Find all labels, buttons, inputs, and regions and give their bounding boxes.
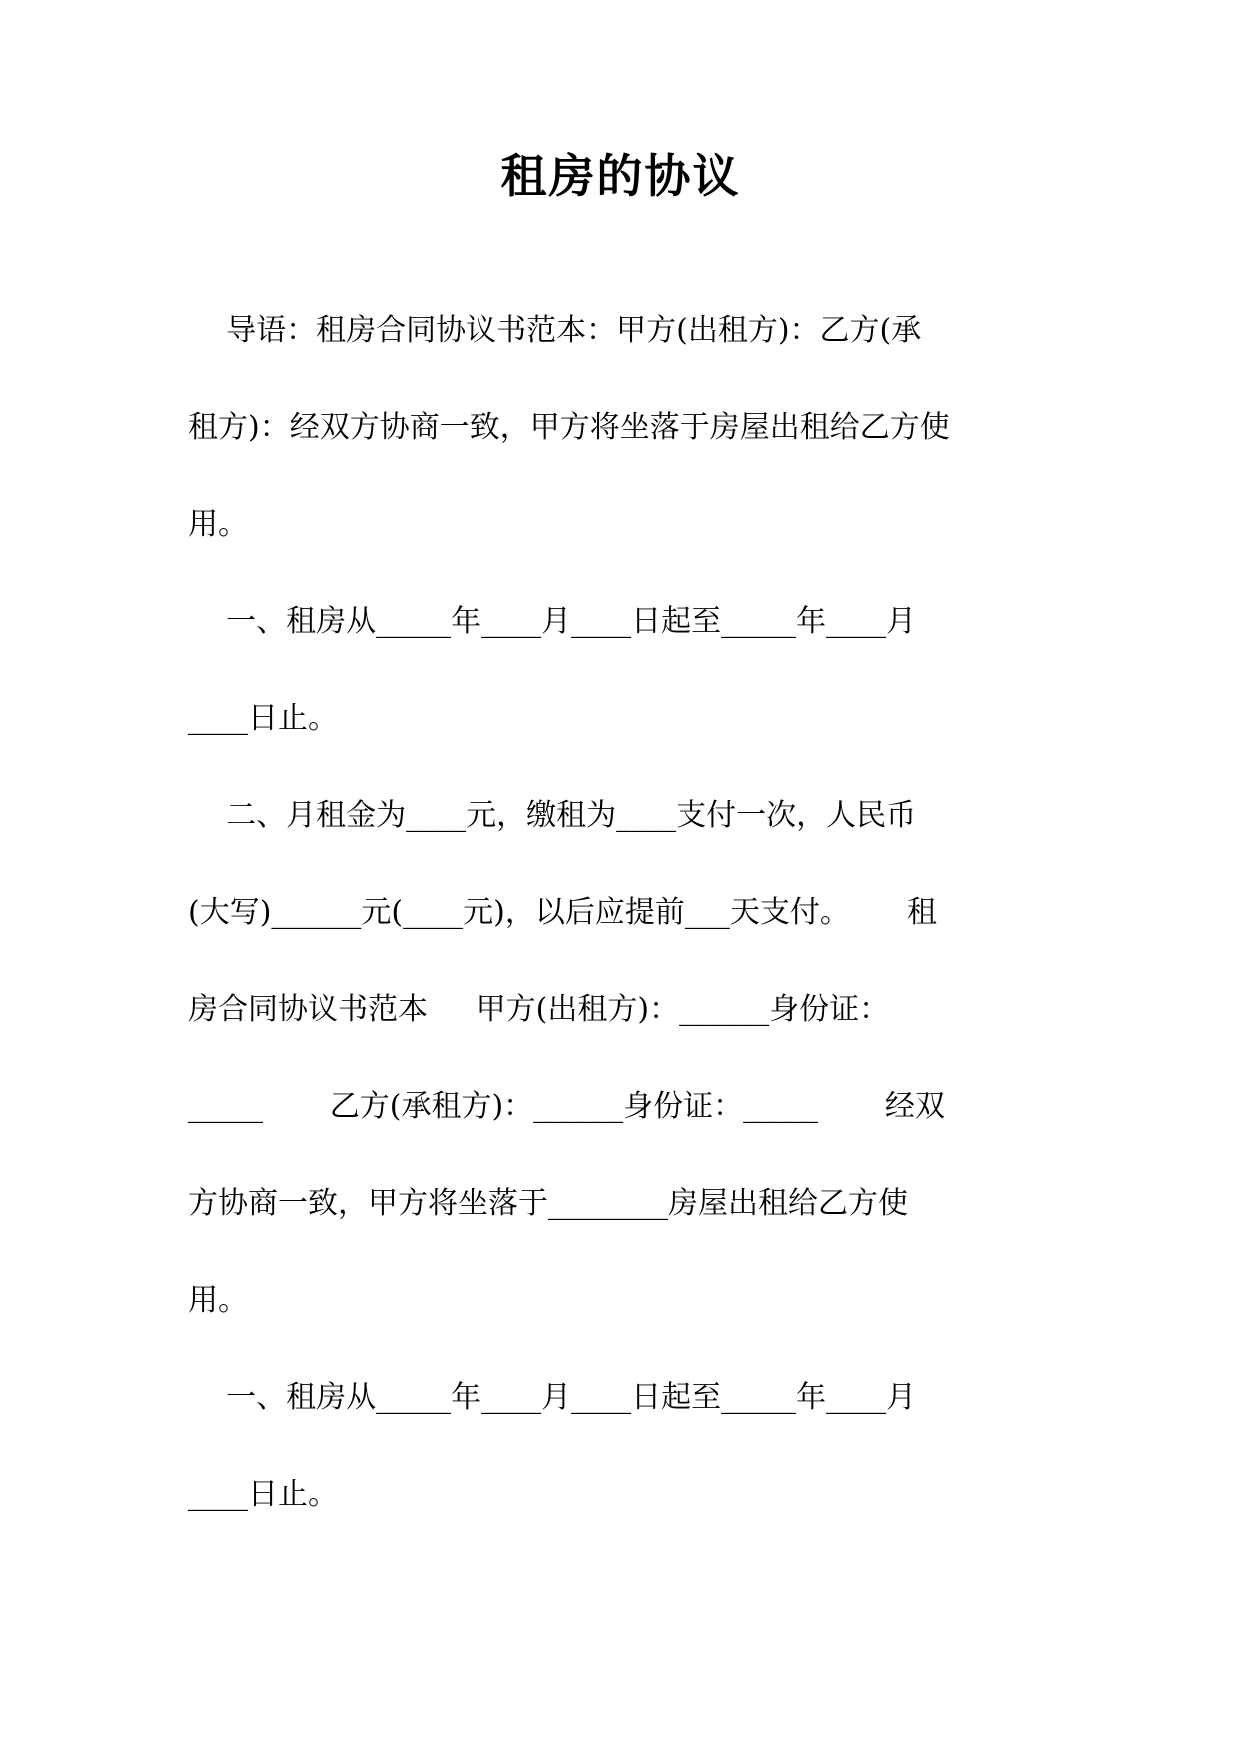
paragraph-line: (大写)______元(____元)，以后应提前___天支付。 租 — [188, 895, 938, 930]
paragraph-line: 用。 — [188, 1283, 248, 1318]
paragraph-line: _____ 乙方(承租方)：______身份证：_____ 经双 — [188, 1089, 945, 1124]
paragraph-line: 租方)：经双方协商一致，甲方将坐落于房屋出租给乙方使 — [188, 410, 950, 445]
paragraph-line: 二、月租金为____元，缴租为____支付一次，人民币 — [188, 798, 917, 833]
paragraph-line: 房合同协议书范本 甲方(出租方)：______身份证： — [188, 992, 890, 1027]
paragraph-line: ____日止。 — [188, 1477, 338, 1512]
paragraph-line: 一、租房从_____年____月____日起至_____年____月 — [188, 1380, 917, 1415]
paragraph-line: 导语：租房合同协议书范本：甲方(出租方)：乙方(承 — [188, 313, 922, 348]
paragraph-line: 方协商一致，甲方将坐落于________房屋出租给乙方使 — [188, 1186, 908, 1221]
paragraph-line: 用。 — [188, 507, 248, 542]
document-title: 租房的协议 — [500, 149, 741, 203]
paragraph-line: 一、租房从_____年____月____日起至_____年____月 — [188, 604, 917, 639]
paragraph-line: ____日止。 — [188, 701, 338, 736]
